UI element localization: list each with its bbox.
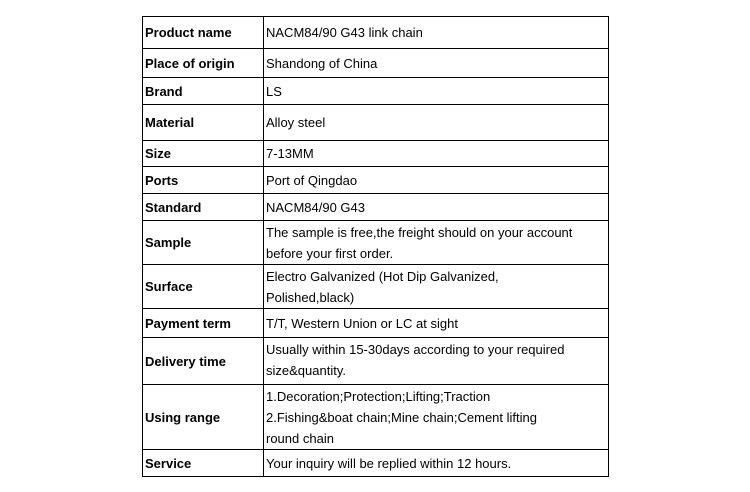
row-label: Delivery time xyxy=(143,338,264,385)
value-line: round chain xyxy=(266,431,334,446)
value-line: Your inquiry will be replied within 12 hours. xyxy=(266,455,512,471)
table-row xyxy=(143,141,609,167)
value-line: size&quantity. xyxy=(266,363,346,378)
row-value xyxy=(264,338,609,385)
value-line: Shandong of China xyxy=(266,55,378,71)
product-spec-table xyxy=(142,16,609,477)
value-line: 2.Fishing&boat chain;Mine chain;Cement lifting xyxy=(266,410,537,425)
table-row xyxy=(143,450,609,477)
value-line: Alloy steel xyxy=(266,115,326,130)
value-line: The sample is free,the freight should on your account xyxy=(266,225,573,240)
row-value xyxy=(264,167,609,194)
table-row xyxy=(143,78,609,105)
row-value xyxy=(264,265,609,309)
value-line: NACM84/90 G43 xyxy=(266,199,365,215)
value-line: Electro Galvanized (Hot Dip Galvanized, xyxy=(266,269,499,284)
row-value xyxy=(264,221,609,265)
row-label: Payment term xyxy=(143,309,264,338)
table-row xyxy=(143,221,609,265)
row-value xyxy=(264,309,609,338)
value-line: NACM84/90 G43 link chain xyxy=(266,25,423,40)
value-line: before your first order. xyxy=(266,246,394,261)
row-label: Brand xyxy=(143,78,264,105)
row-label: Material xyxy=(143,105,264,141)
row-label: Product name xyxy=(143,17,264,49)
row-label: Service xyxy=(143,450,264,477)
row-value xyxy=(264,17,609,49)
value-line: T/T, Western Union or LC at sight xyxy=(266,315,458,331)
row-label: Size xyxy=(143,141,264,167)
value-line: LS xyxy=(266,83,282,99)
row-value xyxy=(264,141,609,167)
table-row xyxy=(143,17,609,49)
row-label: Using range xyxy=(143,385,264,450)
value-line: Usually within 15-30days according to your required xyxy=(266,342,565,357)
table-row xyxy=(143,338,609,385)
value-line: Polished,black) xyxy=(266,290,355,305)
row-label: Surface xyxy=(143,265,264,309)
table-row xyxy=(143,167,609,194)
row-value xyxy=(264,78,609,105)
value-line: 1.Decoration;Protection;Lifting;Traction xyxy=(266,389,491,404)
table-row xyxy=(143,309,609,338)
table-row xyxy=(143,265,609,309)
table-row xyxy=(143,49,609,78)
table-row xyxy=(143,194,609,221)
row-label: Sample xyxy=(143,221,264,265)
row-label: Standard xyxy=(143,194,264,221)
row-value xyxy=(264,450,609,477)
value-line: 7-13MM xyxy=(266,146,314,161)
row-label: Place of origin xyxy=(143,49,264,78)
table-row xyxy=(143,385,609,450)
row-value xyxy=(264,105,609,141)
row-value xyxy=(264,49,609,78)
table-row xyxy=(143,105,609,141)
row-value xyxy=(264,194,609,221)
value-line: Port of Qingdao xyxy=(266,172,358,188)
row-value xyxy=(264,385,609,450)
row-label: Ports xyxy=(143,167,264,194)
